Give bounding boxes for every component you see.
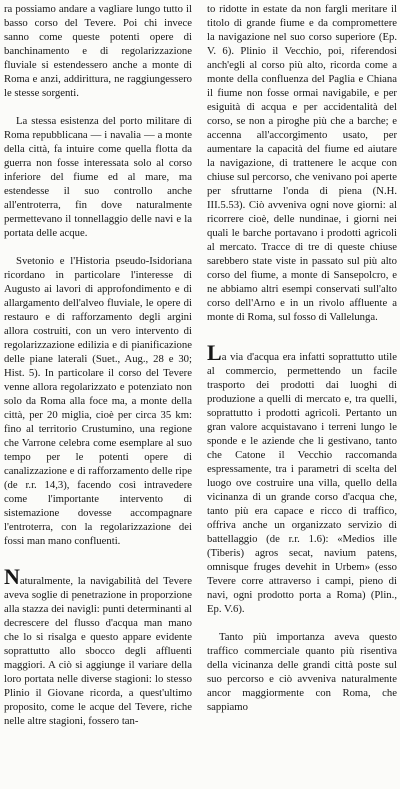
text-column-left (4, 2, 192, 728)
paragraph-with-initial (207, 340, 397, 616)
initial-letter: N (4, 564, 20, 589)
paragraph-text: a via d'acqua era infatti soprattutto utile al commercio, permettendo un facile trasporto dei prodotti dai luoghi di produzione a quelli di mercato e, tra quelli, soprattutto i prodotti agricoli. Pertanto un gran valore acquistavano i terreni lungo le sponde e le aziende che li gestivano, tanto che Catone il Vecchio raccomanda espressamente, tra i parametri di scelta del luogo ove costruire una villa, quello della vicinanza di un grande corso d'acqua che, tanto più era capace e ricco di traffico, offriva anche un organizzato servizio di battellaggio (de r.r. 1.6): «Medios ille (Tiberis) agros secat, navium patens, omnisque fruges devehit in Urbem» (esso Tevere corre attraverso i campi, pieno di navi, ogni prodotto porta a Roma) (Plin., Ep. V.6). (207, 351, 397, 615)
text-column-right (207, 2, 397, 714)
paragraph: ra possiamo andare a vagliare lungo tutto il basso corso del Tevere. Poi chi invece sanno come queste potenti opere di banchinamento e di regolarizzazione fluviale si estendessero anche a monte di Roma e anzi, addirittura, ne raggiungessero le stesse sorgenti. (4, 3, 192, 99)
paragraph-text: aturalmente, la navigabilità del Tevere aveva soglie di penetrazione in proporzione alla stazza dei navigli: punti determinanti al decrescere del flusso d'acqua man mano che lo si risalga e questo appare evidente soprattutto allo sbocco degli affluenti maggiori. A ciò si aggiunge il variare della loro portata nelle diverse stagioni: lo stesso Plinio il Giovane ricorda, a quest'ultimo proposito, come le acque del Tevere, riche nelle altre stagioni, fossero tan- (4, 575, 192, 727)
initial-letter: L (207, 340, 222, 365)
paragraph: La stessa esistenza del porto militare di Roma repubblicana — i navalia — a monte della città, fa intuire come quella flotta da guerra non fosse interessata solo al corso inferiore del fiume ed al mare, ma estendesse il suo controllo anche all'entroterra, fin dove naturalmente permettevano il tonnellaggio delle navi e la portata delle acque. (4, 115, 192, 239)
paragraph-with-initial (4, 564, 192, 728)
paragraph: Tanto più importanza aveva questo traffico commerciale quanto più risentiva della vicinanza delle grandi città poste sul suo percorso e ciò avveniva naturalmente ancor maggiormente con Roma, che sappiamo (207, 631, 397, 713)
paragraph: to ridotte in estate da non fargli meritare il titolo di grande fiume e da compromettere la navigazione nel suo corso superiore (Ep. V. 6). Plinio il Vecchio, poi, riferendosi anch'egli al corso più alto, ricorda come a monte della confluenza del Paglia e Chiana il fiume non fosse ormai navigabile, e per esiguità di acqua e per accidentalità del corso, se non a piroghe più che a barche; e accenna all'accorgimento usato, per aumentare la capacità del fiume ed aiutare la navigazione, di trattenere le acque con chiuse sul percorso, che venivano poi aperte per sfruttarne l'onda di piena (N.H. III.5.53). Ciò avveniva ogni nove giorni: al ricorrere cioè, delle nundinae, i giorni nei quali le barche portavano i prodotti agricoli al mercato. Tracce di tre di queste chiuse sarebbero state viste in passato sul più alto corso del fiume, a monte di Sansepolcro, e ne abbiamo altri esempi conservati sull'alto corso dell'Arno e in un rivolo affluente a monte di Roma, sul fosso di Vallelunga. (207, 3, 397, 323)
paragraph: Svetonio e l'Historia pseudo-Isidoriana ricordano in particolare l'interesse di Augusto ai lavori di approfondimento e di allargamento dell'alveo fluviale, le opere di restauro e di rafforzamento degli argini allora costruiti, con un vero intervento di regolarizzazione edilizia e di pianificazione delle piane laterali (Suet., Aug., 28 e 30; Hist. 5). In particolare il corso del Tevere venne allora regolarizzato e potenziato non solo da Roma alla foce ma, a monte della città, per 20 miglia, cioè per circa 35 km: fino al territorio Crustumino, una regione che Varrone celebra come esemplare al suo tempo per le potenti opere di canalizzazione e di rafforzamento delle ripe (de r.r. 14,3), facendo così intravedere come l'importante intervento di sistemazione dovesse accompagnare l'entroterra, con la regolarizzazione dei fossi man mano confluenti. (4, 255, 192, 547)
